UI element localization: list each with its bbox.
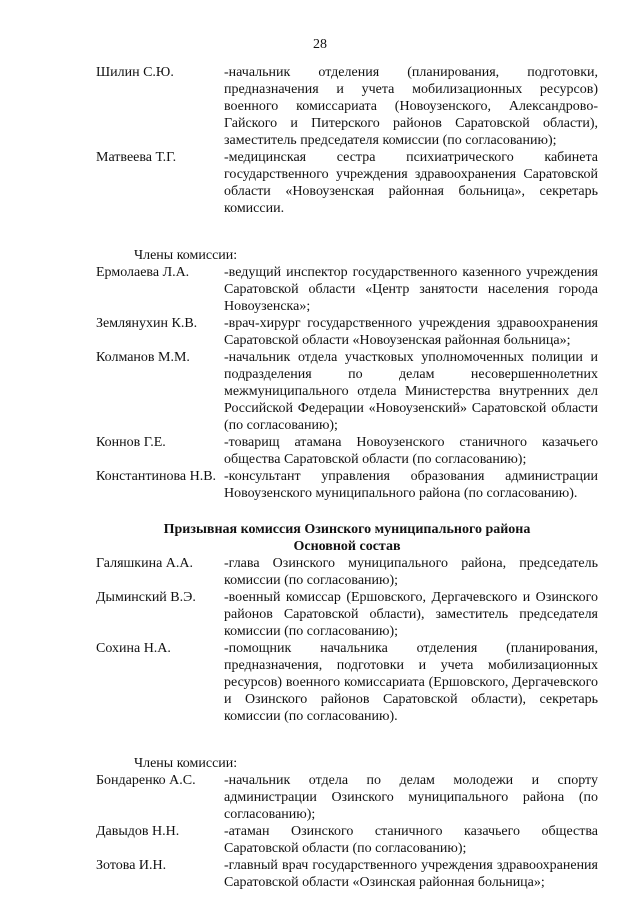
list-item [96, 349, 598, 434]
person-name: Колманов М.М. [96, 350, 190, 365]
list-item [96, 857, 598, 891]
person-role: -глава Озинского муниципального района, председатель комиссии (по согласованию); [224, 556, 598, 588]
person-name: Ермолаева Л.А. [96, 265, 190, 280]
person-role: -начальник отделения (планирования, подготовки, предназначения и учета мобилизационных ресурсов) военного комиссариата (Новоузенского, Александрово-Гайского и Питерского районов Саратовской области), заместитель председателя комиссии (по согласованию); [224, 65, 598, 148]
person-role: -атаман Озинского станичного казачьего общества Саратовской области (по согласованию); [224, 824, 598, 856]
members-label: Члены комиссии: [134, 756, 238, 771]
person-name: Коннов Г.Е. [96, 435, 166, 450]
person-role: -ведущий инспектор государственного казенного учреждения Саратовской области «Центр занятости населения города Новоузенска»; [224, 265, 598, 314]
person-name: Сохина Н.А. [96, 641, 171, 656]
list-item [96, 315, 598, 349]
list-item [96, 149, 598, 217]
person-role: -начальник отдела по делам молодежи и спорту администрации Озинского муниципального района (по согласованию); [224, 773, 598, 822]
list-item [96, 589, 598, 640]
list-item [96, 640, 598, 725]
person-name: Зотова И.Н. [96, 858, 167, 873]
list-item [96, 823, 598, 857]
members-label: Члены комиссии: [134, 248, 238, 263]
person-role: -начальник отдела участковых уполномоченных полиции и подразделения по делам несовершеннолетних межмуниципального отдела Министерства внутренних дел Российской Федерации «Новоузенский» Саратовской области (по согласованию); [224, 350, 598, 433]
list-item [96, 468, 598, 502]
person-role: -медицинская сестра психиатрического кабинета государственного учреждения здравоохранения Саратовской области «Новоузенская районная больница», секретарь комиссии. [224, 150, 598, 216]
person-name: Галяшкина А.А. [96, 556, 194, 571]
person-name: Шилин С.Ю. [96, 65, 174, 80]
person-role: -помощник начальника отделения (планирования, предназначения, подготовки и учета мобилизационных ресурсов) военного комиссариата (Ершовского, Дергачевского и Озинского районов Саратовской области), секретарь комиссии (по согласованию). [224, 641, 598, 724]
section-subtitle: Основной состав [293, 539, 401, 554]
person-role: -военный комиссар (Ершовского, Дергачевского и Озинского районов Саратовской области), заместитель председателя комиссии (по согласованию); [224, 590, 598, 639]
person-name: Матвеева Т.Г. [96, 150, 177, 165]
person-name: Дыминский В.Э. [96, 590, 196, 605]
person-name: Константинова Н.В. [96, 469, 217, 484]
list-item [96, 772, 598, 823]
section-title: Призывная комиссия Озинского муниципального района [163, 522, 531, 537]
person-role: -консультант управления образования администрации Новоузенского муниципального района (по согласованию). [224, 469, 598, 501]
person-role: -врач-хирург государственного учреждения здравоохранения Саратовской области «Новоузенская районная больница»; [224, 316, 598, 348]
person-role: -товарищ атамана Новоузенского станичного казачьего общества Саратовской области (по согласованию); [224, 435, 598, 467]
person-name: Землянухин К.В. [96, 316, 198, 331]
list-item [96, 555, 598, 589]
document-body [96, 64, 598, 891]
person-name: Давыдов Н.Н. [96, 824, 180, 839]
person-role: -главный врач государственного учреждения здравоохранения Саратовской области «Озинская районная больница»; [224, 858, 598, 890]
person-name: Бондаренко А.С. [96, 773, 196, 788]
list-item [96, 434, 598, 468]
page-number: 28 [313, 37, 327, 52]
list-item [96, 64, 598, 149]
list-item [96, 264, 598, 315]
